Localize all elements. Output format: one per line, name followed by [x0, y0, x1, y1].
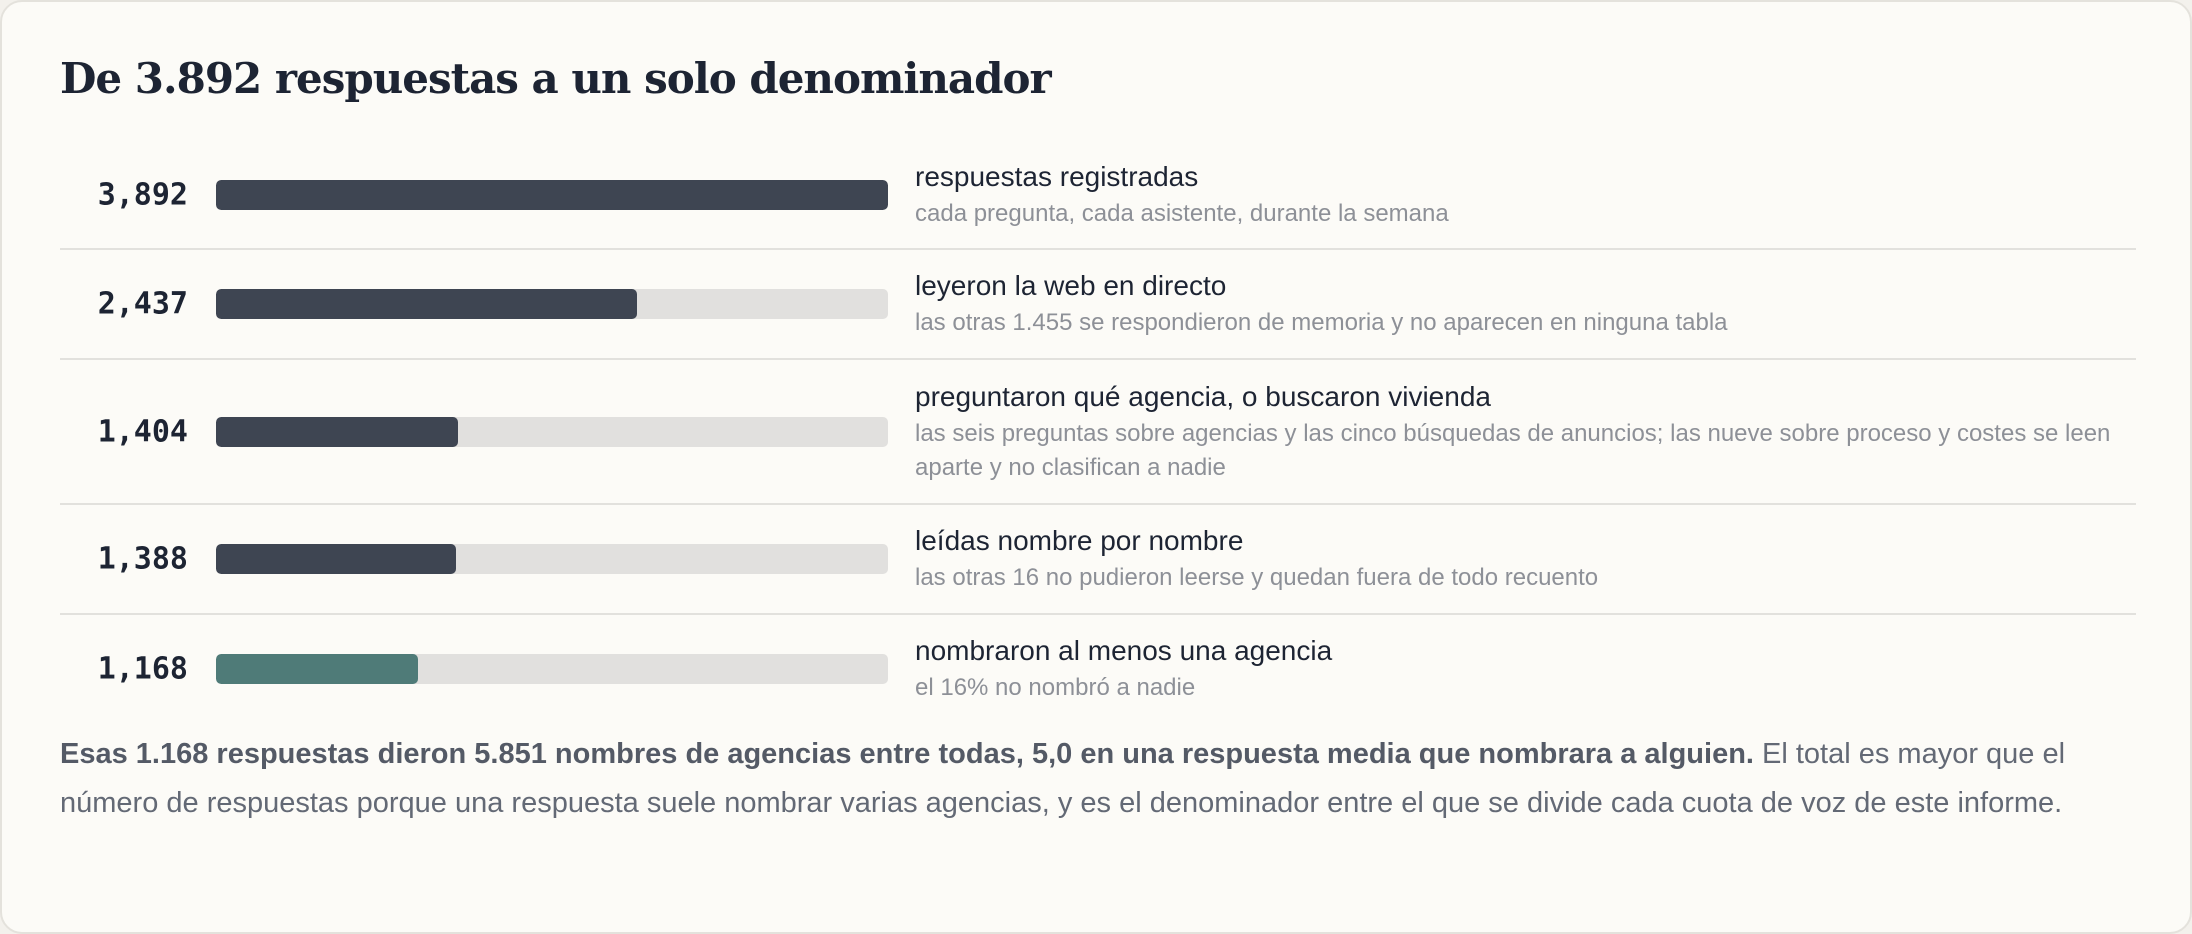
bar [216, 289, 637, 319]
bar [216, 417, 458, 447]
row-sublabel: las seis preguntas sobre agencias y las cinco búsquedas de anuncios; las nueve sobre proceso y costes se leen aparte y no clasifican a nadie [915, 419, 2111, 481]
bar [216, 654, 418, 684]
bar-track [216, 417, 888, 447]
bar-track [216, 180, 888, 210]
note-emphasis: Esas 1.168 respuestas dieron 5.851 nombres de agencias entre todas, 5,0 en una respuesta media que nombrara a alguien. [60, 738, 1754, 770]
row-label: preguntaron qué agencia, o buscaron vivienda [915, 380, 1491, 412]
row-value: 1,404 [97, 414, 188, 449]
row-sublabel: las otras 1.455 se respondieron de memoria y no aparecen en ninguna tabla [915, 309, 1728, 336]
funnel-row [60, 360, 2136, 505]
row-text [915, 159, 2126, 231]
row-sublabel: las otras 16 no pudieron leerse y quedan fuera de todo recuento [915, 564, 1599, 591]
row-text [915, 268, 2126, 340]
note-text: El total es mayor que el número de respuestas porque una respuesta suele nombrar varias agencias, y es el denominador entre el que se divide cada cuota de voz de este informe. [60, 738, 2066, 819]
row-label: nombraron al menos una agencia [915, 635, 1333, 666]
explanatory-note [60, 730, 2150, 828]
bar-track [216, 654, 888, 684]
funnel-row [60, 250, 2136, 360]
funnel-row [60, 505, 2136, 615]
funnel-chart [60, 142, 2136, 723]
row-text [915, 633, 2126, 705]
funnel-row [60, 142, 2136, 250]
bar-track [216, 289, 888, 319]
chart-title: De 3.892 respuestas a un solo denominador [60, 54, 1051, 103]
bar-track [216, 544, 888, 574]
row-value: 1,388 [97, 541, 188, 577]
row-label: leyeron la web en directo [915, 270, 1227, 301]
row-label: leídas nombre por nombre [915, 525, 1244, 556]
row-sublabel: cada pregunta, cada asistente, durante la semana [915, 200, 1449, 227]
bar [216, 180, 888, 210]
bar [216, 544, 456, 574]
row-label: respuestas registradas [915, 161, 1199, 192]
row-value: 3,892 [97, 177, 188, 213]
row-text [915, 379, 2126, 485]
row-value: 1,168 [97, 651, 188, 687]
row-value: 2,437 [97, 286, 188, 322]
row-text [915, 523, 2126, 595]
funnel-row [60, 615, 2136, 723]
row-sublabel: el 16% no nombró a nadie [915, 674, 1196, 701]
